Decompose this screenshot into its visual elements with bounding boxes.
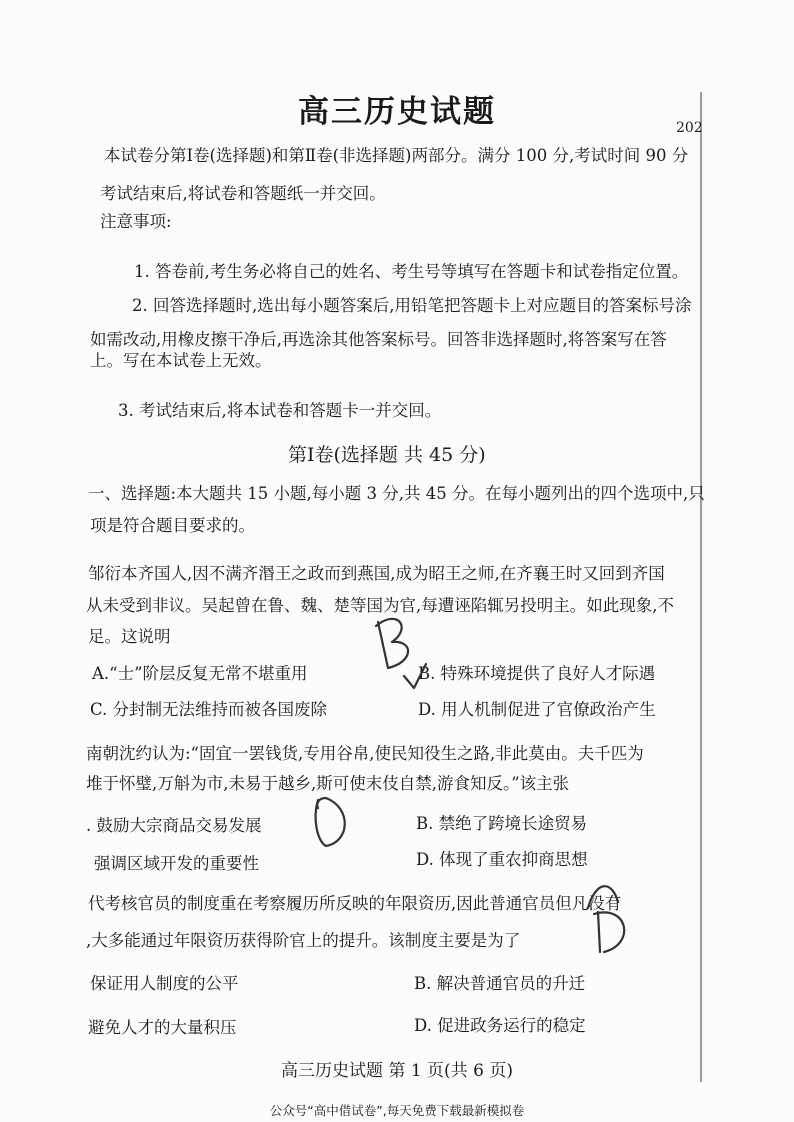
- section-title: 第Ⅰ卷(选择题 共 45 分): [288, 444, 486, 466]
- q3-stem-line-1: 代考核官员的制度重在考察履历所反映的年限资历,因此普通官员但凡没有: [88, 894, 622, 913]
- q3-handwritten-answer: [594, 912, 624, 952]
- q2-stem-line-1: 南朝沈约认为:“固宜一罢钱货,专用谷帛,使民知役生之路,非此莫由。夫千匹为: [86, 744, 644, 763]
- section-intro-1: 一、选择题:本大题共 15 小题,每小题 3 分,共 45 分。在每小题列出的四个选项中,只: [88, 484, 705, 503]
- instruction-line-1: 本试卷分第Ⅰ卷(选择题)和第Ⅱ卷(非选择题)两部分。满分 100 分,考试时间 90 分: [104, 146, 689, 165]
- section-intro-2: 项是符合题目要求的。: [90, 516, 255, 535]
- page-footer: 高三历史试题 第 1 页(共 6 页): [281, 1061, 513, 1081]
- q2-handwritten-answer: [316, 798, 345, 846]
- q2-option-d: D. 体现了重农抑商思想: [416, 850, 588, 869]
- q1-handwritten-answer: [376, 619, 408, 668]
- q3-option-a: 保证用人制度的公平: [90, 974, 239, 993]
- note-2c: 上。写在本试卷上无效。: [90, 351, 272, 370]
- year-fragment: 202: [676, 120, 703, 136]
- q1-option-c: C. 分封制无法维持而被各国废除: [90, 700, 328, 719]
- q3-stem-line-2: ,大多能通过年限资历获得阶官上的提升。该制度主要是为了: [86, 931, 521, 950]
- q1-stem-line-3: 足。这说明: [88, 627, 171, 646]
- note-2a: 2. 回答选择题时,选出每小题答案后,用铅笔把答题卡上对应题目的答案标号涂: [132, 296, 692, 315]
- notes-title: 注意事项:: [100, 212, 172, 231]
- q2-option-a: . 鼓励大宗商品交易发展: [86, 816, 262, 835]
- instruction-line-2: 考试结束后,将试卷和答题纸一并交回。: [100, 184, 386, 203]
- q2-option-b: B. 禁绝了跨境长途贸易: [416, 814, 588, 833]
- page-title: 高三历史试题: [298, 94, 496, 130]
- note-3: 3. 考试结束后,将本试卷和答题卡一并交回。: [118, 401, 442, 420]
- q3-option-b: B. 解决普通官员的升迁: [414, 974, 586, 993]
- q1-option-a: A.“士”阶层反复无常不堪重用: [92, 664, 308, 683]
- q3-option-d: D. 促进政务运行的稳定: [414, 1016, 586, 1035]
- page-edge-shadow: [700, 92, 702, 1082]
- q2-option-c: 强调区域开发的重要性: [94, 854, 259, 873]
- note-1: 1. 答卷前,考生务必将自己的姓名、考生号等填写在答题卡和试卷指定位置。: [134, 262, 689, 281]
- note-2b: 如需改动,用橡皮擦干净后,再选涂其他答案标号。回答非选择题时,将答案写在答: [90, 330, 667, 349]
- source-notice: 公众号“高中借试卷”,每天免费下载最新模拟卷: [269, 1103, 525, 1118]
- q2-stem-line-2: 堆于怀璧,万斛为市,未易于越乡,斯可使末伎自禁,游食知反。”该主张: [86, 774, 570, 793]
- q1-stem-line-1: 邹衍本齐国人,因不满齐湣王之政而到燕国,成为昭王之师,在齐襄王时又回到齐国: [88, 564, 665, 583]
- q1-option-d: D. 用人机制促进了官僚政治产生: [418, 700, 656, 719]
- q1-option-b: B. 特殊环境提供了良好人才际遇: [418, 664, 656, 683]
- q1-stem-line-2: 从未受到非议。吴起曾在鲁、魏、楚等国为官,每遭诬陷辄另投明主。如此现象,不: [86, 596, 674, 615]
- q3-option-c: 避免人才的大量积压: [88, 1018, 237, 1037]
